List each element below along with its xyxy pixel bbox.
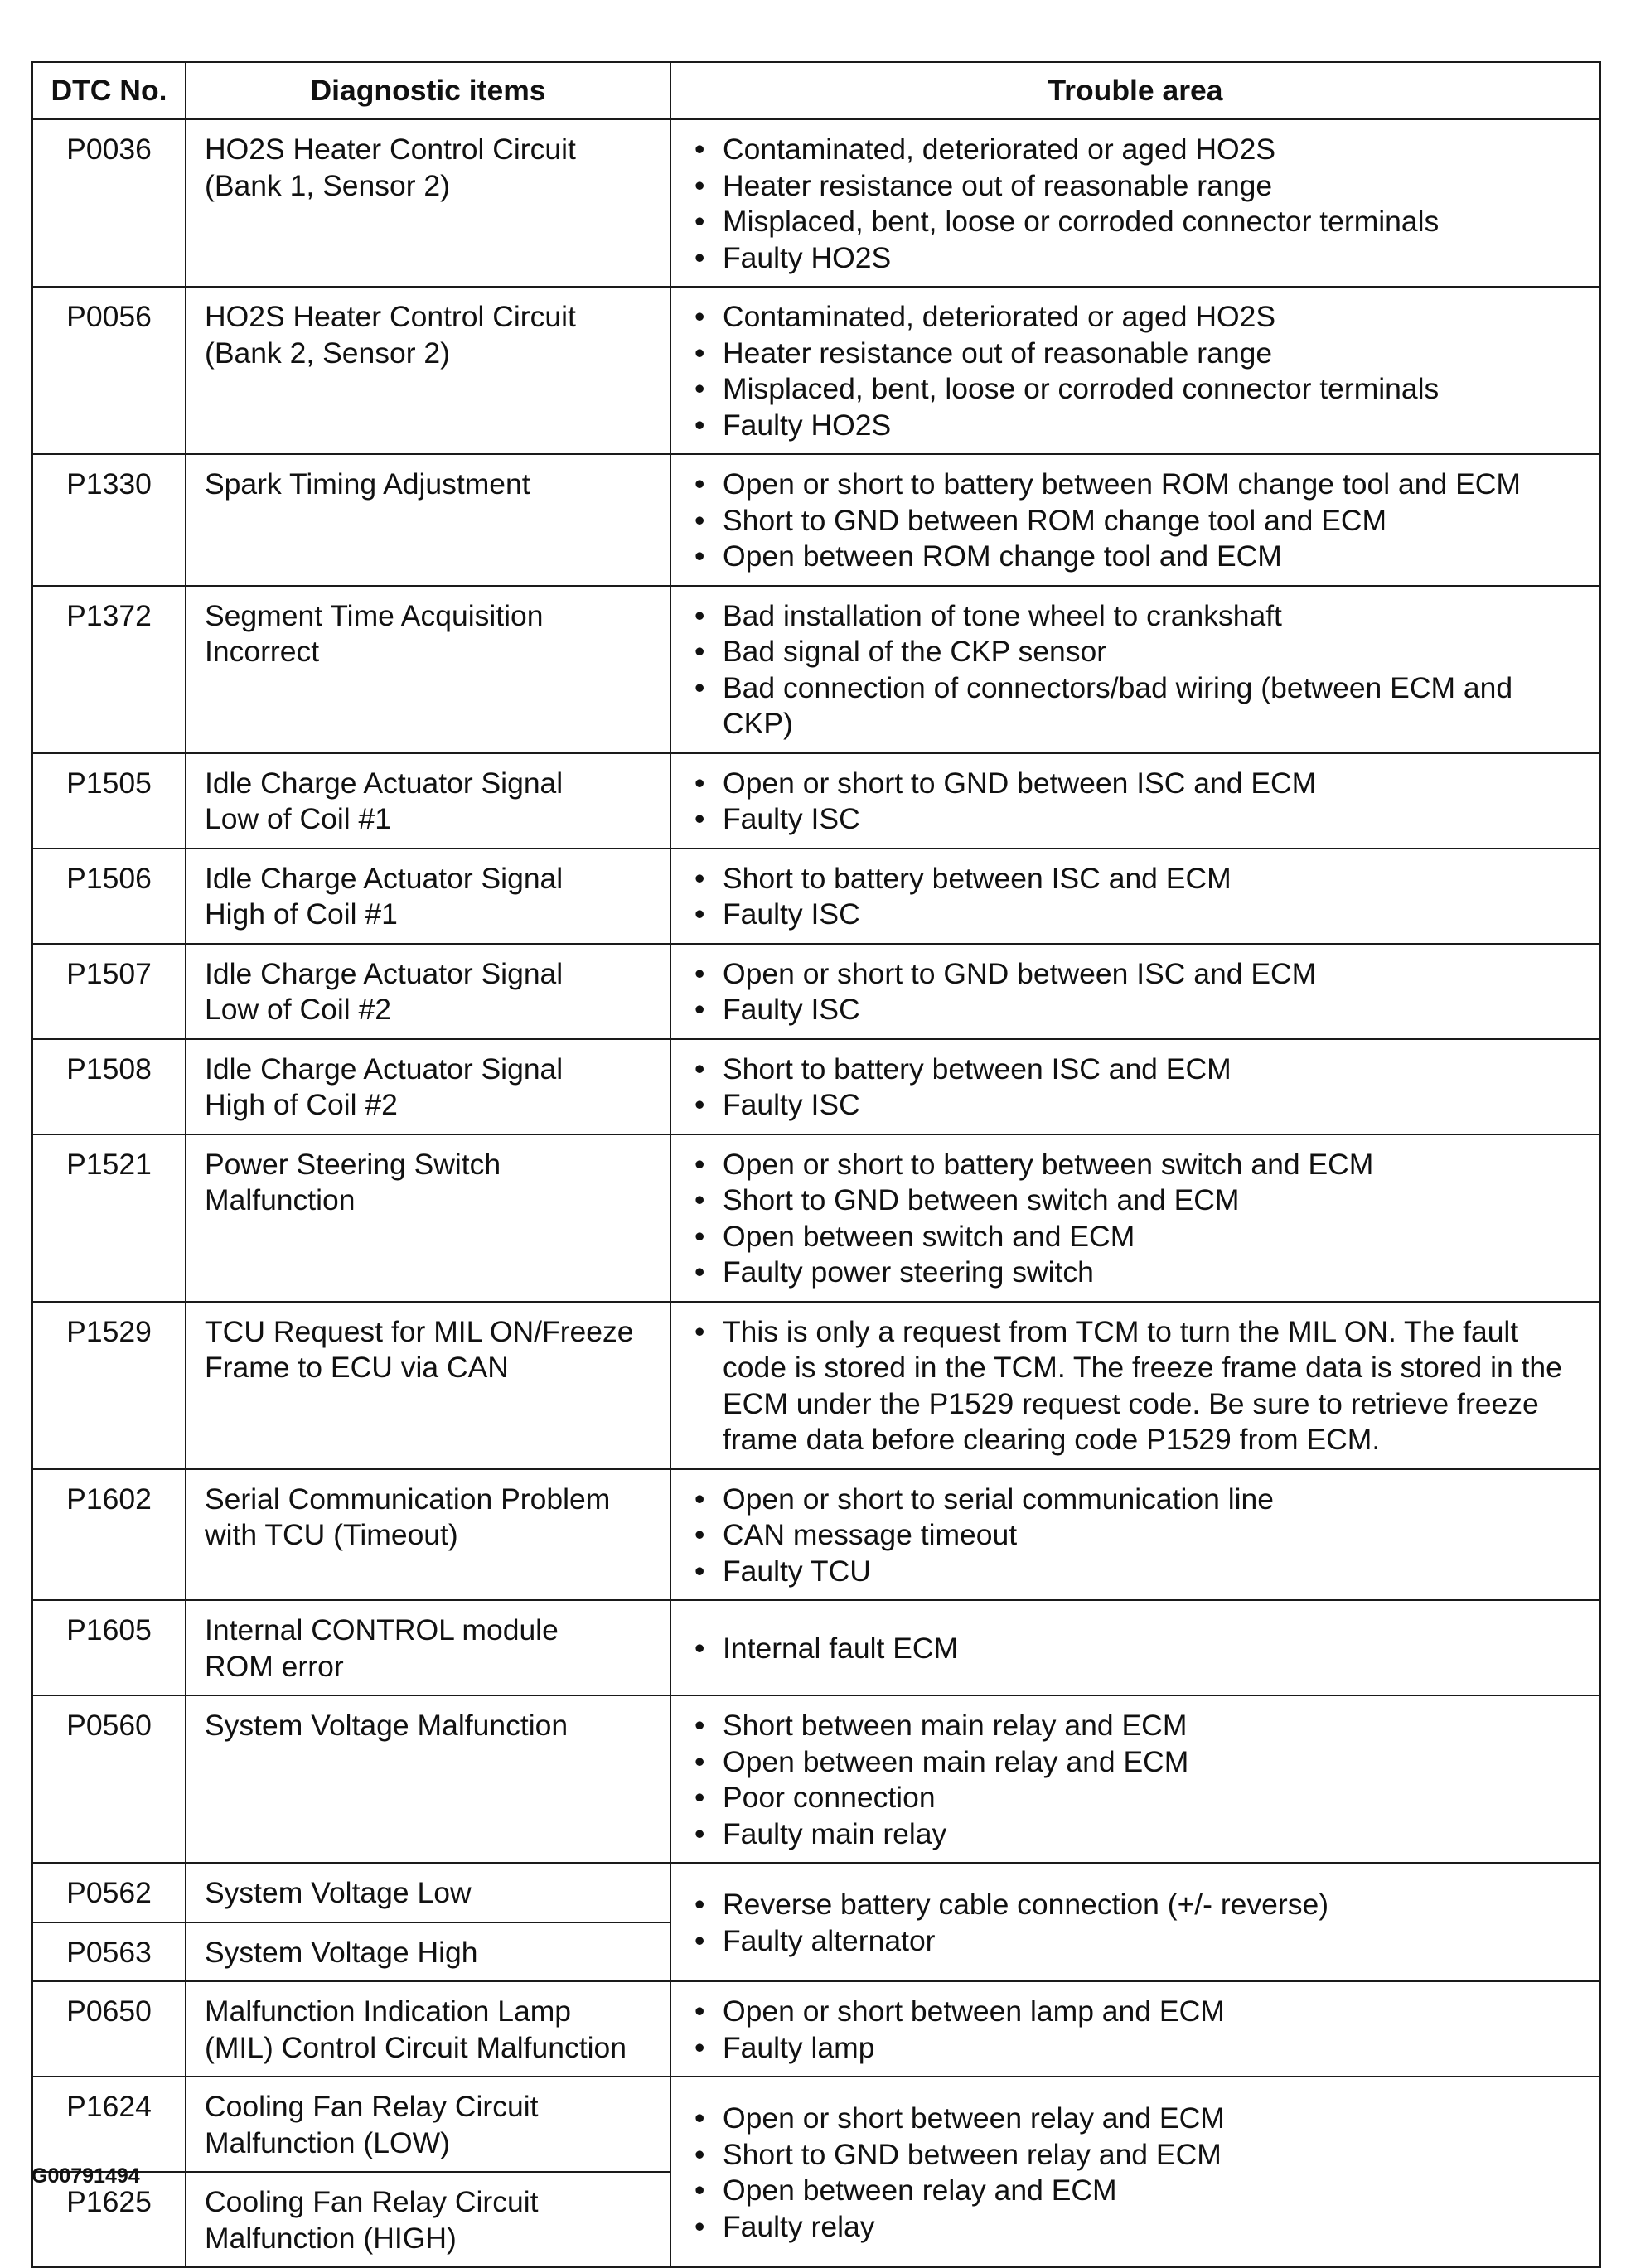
dtc-code: P0650 <box>32 1981 186 2077</box>
diagnostic-item-line: Spark Timing Adjustment <box>205 467 530 501</box>
trouble-area <box>670 944 1600 1039</box>
diagnostic-item <box>186 944 670 1039</box>
diagnostic-item <box>186 119 670 287</box>
trouble-item: • Heater resistance out of reasonable range <box>690 168 1585 205</box>
trouble-item: • Faulty ISC <box>690 992 1585 1028</box>
header-diagnostic-items: Diagnostic items <box>186 62 670 119</box>
diagnostic-item-line: Malfunction (HIGH) <box>205 2221 457 2255</box>
diagnostic-item-line: Malfunction Indication Lamp <box>205 1995 572 2028</box>
diagnostic-item-line: Low of Coil #2 <box>205 993 391 1026</box>
trouble-item: • Faulty lamp <box>690 2030 1585 2067</box>
trouble-area <box>670 753 1600 849</box>
table-row <box>32 849 1600 944</box>
diagnostic-item-line: High of Coil #1 <box>205 897 398 931</box>
trouble-area <box>670 1863 1600 1981</box>
trouble-item: • Faulty ISC <box>690 801 1585 838</box>
diagnostic-item <box>186 1469 670 1601</box>
diagnostic-item <box>186 2077 670 2172</box>
trouble-item: • Bad connection of connectors/bad wiring (between ECM and CKP) <box>690 670 1585 742</box>
trouble-list <box>690 1887 1585 1959</box>
dtc-code: P0056 <box>32 287 186 454</box>
dtc-code: P1372 <box>32 586 186 753</box>
trouble-item: • Short to battery between ISC and ECM <box>690 861 1585 897</box>
trouble-item: • This is only a request from TCM to turn the MIL ON. The fault code is stored in the TCM. The freeze frame data is stored in the ECM under the P1529 request code. Be sure to retrieve freeze frame data before clearing code P1529 from ECM. <box>690 1314 1585 1458</box>
header-trouble-area: Trouble area <box>670 62 1600 119</box>
trouble-list <box>690 1994 1585 2066</box>
trouble-item: • Faulty relay <box>690 2209 1585 2246</box>
trouble-list <box>690 1147 1585 1291</box>
table-row <box>32 1039 1600 1134</box>
trouble-item: • Open between main relay and ECM <box>690 1744 1585 1781</box>
diagnostic-item-line: TCU Request for MIL ON/Freeze <box>205 1314 634 1348</box>
diagnostic-item-line: High of Coil #2 <box>205 1088 398 1121</box>
trouble-list <box>690 956 1585 1028</box>
table-row <box>32 753 1600 849</box>
trouble-area <box>670 1981 1600 2077</box>
trouble-item: • Open or short between relay and ECM <box>690 2101 1585 2137</box>
table-row <box>32 944 1600 1039</box>
diagnostic-item-line: with TCU (Timeout) <box>205 1518 458 1551</box>
trouble-item: • Faulty HO2S <box>690 240 1585 277</box>
diagnostic-item-line: Idle Charge Actuator Signal <box>205 766 564 800</box>
table-body <box>32 119 1600 2267</box>
table-row <box>32 454 1600 586</box>
table-row <box>32 1134 1600 1302</box>
trouble-item: • Open between switch and ECM <box>690 1219 1585 1255</box>
dtc-code: P0562 <box>32 1863 186 1922</box>
trouble-item: • Faulty main relay <box>690 1816 1585 1853</box>
diagnostic-item <box>186 1695 670 1863</box>
table-row <box>32 2077 1600 2172</box>
dtc-table-sheet <box>31 61 1599 2268</box>
trouble-area <box>670 1039 1600 1134</box>
diagnostic-item <box>186 1134 670 1302</box>
diagnostic-item <box>186 1863 670 1922</box>
diagnostic-item <box>186 1039 670 1134</box>
trouble-list <box>690 1708 1585 1852</box>
dtc-code: P0560 <box>32 1695 186 1863</box>
table-row <box>32 1863 1600 1922</box>
diagnostic-item-line: HO2S Heater Control Circuit <box>205 133 576 166</box>
trouble-area <box>670 119 1600 287</box>
dtc-code: P1625 <box>32 2172 186 2267</box>
trouble-item: • Faulty ISC <box>690 897 1585 933</box>
table-row <box>32 1695 1600 1863</box>
trouble-item: • Faulty ISC <box>690 1087 1585 1124</box>
dtc-table <box>31 61 1601 2268</box>
trouble-item: • Open or short to serial communication line <box>690 1482 1585 1518</box>
trouble-area <box>670 1695 1600 1863</box>
table-row <box>32 1302 1600 1469</box>
diagnostic-item-line: Idle Charge Actuator Signal <box>205 1052 564 1086</box>
trouble-item: • Open between relay and ECM <box>690 2173 1585 2209</box>
diagnostic-item-line: (Bank 1, Sensor 2) <box>205 168 450 202</box>
diagnostic-item-line: Malfunction <box>205 1183 356 1216</box>
trouble-item: • Open or short between lamp and ECM <box>690 1994 1585 2030</box>
trouble-item: • Short between main relay and ECM <box>690 1708 1585 1744</box>
diagnostic-item-line: Power Steering Switch <box>205 1147 501 1181</box>
trouble-list <box>690 1052 1585 1124</box>
diagnostic-item <box>186 586 670 753</box>
table-row <box>32 1600 1600 1695</box>
dtc-code: P0563 <box>32 1922 186 1982</box>
diagnostic-item-line: Cooling Fan Relay Circuit <box>205 2090 539 2123</box>
trouble-list <box>690 766 1585 838</box>
dtc-code: P1529 <box>32 1302 186 1469</box>
table-row <box>32 119 1600 287</box>
diagnostic-item-line: Serial Communication Problem <box>205 1482 611 1516</box>
trouble-list <box>690 299 1585 443</box>
trouble-area <box>670 1302 1600 1469</box>
diagnostic-item-line: Low of Coil #1 <box>205 802 391 835</box>
trouble-item: • Short to GND between ROM change tool and ECM <box>690 503 1585 539</box>
trouble-list <box>690 2101 1585 2245</box>
trouble-item: • Misplaced, bent, loose or corroded connector terminals <box>690 204 1585 240</box>
diagnostic-item <box>186 454 670 586</box>
trouble-item: • Internal fault ECM <box>690 1631 1585 1667</box>
diagnostic-item <box>186 1981 670 2077</box>
diagnostic-item <box>186 753 670 849</box>
diagnostic-item-line: Internal CONTROL module <box>205 1613 559 1647</box>
table-row <box>32 586 1600 753</box>
trouble-item: • Faulty HO2S <box>690 408 1585 444</box>
trouble-area <box>670 1469 1600 1601</box>
trouble-list <box>690 467 1585 575</box>
trouble-item: • Faulty power steering switch <box>690 1255 1585 1291</box>
trouble-item: • Faulty alternator <box>690 1923 1585 1960</box>
diagnostic-item-line: Cooling Fan Relay Circuit <box>205 2185 539 2218</box>
dtc-code: P1605 <box>32 1600 186 1695</box>
trouble-list <box>690 1631 1585 1667</box>
trouble-list <box>690 132 1585 276</box>
trouble-list <box>690 598 1585 742</box>
trouble-item: • Short to GND between relay and ECM <box>690 2137 1585 2174</box>
diagnostic-item <box>186 849 670 944</box>
diagnostic-item-line: System Voltage Low <box>205 1876 472 1909</box>
trouble-area <box>670 586 1600 753</box>
trouble-area <box>670 1600 1600 1695</box>
diagnostic-item <box>186 2172 670 2267</box>
trouble-item: • Short to GND between switch and ECM <box>690 1182 1585 1219</box>
header-dtc-no: DTC No. <box>32 62 186 119</box>
trouble-item: • Faulty TCU <box>690 1554 1585 1590</box>
dtc-code: P1508 <box>32 1039 186 1134</box>
dtc-code: P1507 <box>32 944 186 1039</box>
table-row <box>32 1469 1600 1601</box>
dtc-code: P1505 <box>32 753 186 849</box>
trouble-item: • Open between ROM change tool and ECM <box>690 539 1585 575</box>
diagnostic-item <box>186 1302 670 1469</box>
diagnostic-item <box>186 1600 670 1695</box>
diagnostic-item-line: System Voltage Malfunction <box>205 1709 569 1742</box>
diagnostic-item-line: Incorrect <box>205 635 320 668</box>
dtc-code: P0036 <box>32 119 186 287</box>
trouble-area <box>670 454 1600 586</box>
diagnostic-item-line: Frame to ECU via CAN <box>205 1351 509 1384</box>
trouble-item: • Contaminated, deteriorated or aged HO2S <box>690 132 1585 168</box>
trouble-list <box>690 861 1585 933</box>
trouble-item: • Bad signal of the CKP sensor <box>690 634 1585 670</box>
diagnostic-item-line: Idle Charge Actuator Signal <box>205 956 564 990</box>
trouble-item: • Open or short to GND between ISC and ECM <box>690 956 1585 993</box>
diagnostic-item-line: ROM error <box>205 1649 344 1683</box>
trouble-item: • Reverse battery cable connection (+/- reverse) <box>690 1887 1585 1923</box>
trouble-item: • Open or short to GND between ISC and ECM <box>690 766 1585 802</box>
diagnostic-item-line: Idle Charge Actuator Signal <box>205 861 564 895</box>
diagnostic-item-line: HO2S Heater Control Circuit <box>205 300 576 333</box>
diagnostic-item-line: Malfunction (LOW) <box>205 2125 450 2159</box>
trouble-list <box>690 1314 1585 1458</box>
trouble-item: • Contaminated, deteriorated or aged HO2S <box>690 299 1585 336</box>
trouble-list <box>690 1482 1585 1590</box>
diagnostic-item-line: System Voltage High <box>205 1935 478 1969</box>
dtc-code: P1602 <box>32 1469 186 1601</box>
diagnostic-item-line: Segment Time Acquisition <box>205 598 544 632</box>
dtc-code: P1330 <box>32 454 186 586</box>
trouble-item: • Misplaced, bent, loose or corroded connector terminals <box>690 371 1585 408</box>
diagnostic-item-line: (MIL) Control Circuit Malfunction <box>205 2030 627 2064</box>
trouble-area <box>670 287 1600 454</box>
diagnostic-item-line: (Bank 2, Sensor 2) <box>205 336 450 370</box>
trouble-item: • Short to battery between ISC and ECM <box>690 1052 1585 1088</box>
figure-id: G00791494 <box>31 2164 140 2188</box>
dtc-code: P1521 <box>32 1134 186 1302</box>
trouble-item: • CAN message timeout <box>690 1517 1585 1554</box>
trouble-item: • Heater resistance out of reasonable range <box>690 336 1585 372</box>
trouble-item: • Open or short to battery between switch and ECM <box>690 1147 1585 1183</box>
trouble-item: • Open or short to battery between ROM change tool and ECM <box>690 467 1585 503</box>
trouble-item: • Bad installation of tone wheel to crankshaft <box>690 598 1585 635</box>
diagnostic-item <box>186 1922 670 1982</box>
dtc-code: P1624 <box>32 2077 186 2172</box>
table-row <box>32 1981 1600 2077</box>
trouble-area <box>670 1134 1600 1302</box>
trouble-item: • Poor connection <box>690 1780 1585 1816</box>
trouble-area <box>670 849 1600 944</box>
diagnostic-item <box>186 287 670 454</box>
table-header-row <box>32 62 1600 119</box>
dtc-code: P1506 <box>32 849 186 944</box>
table-row <box>32 287 1600 454</box>
trouble-area <box>670 2077 1600 2267</box>
